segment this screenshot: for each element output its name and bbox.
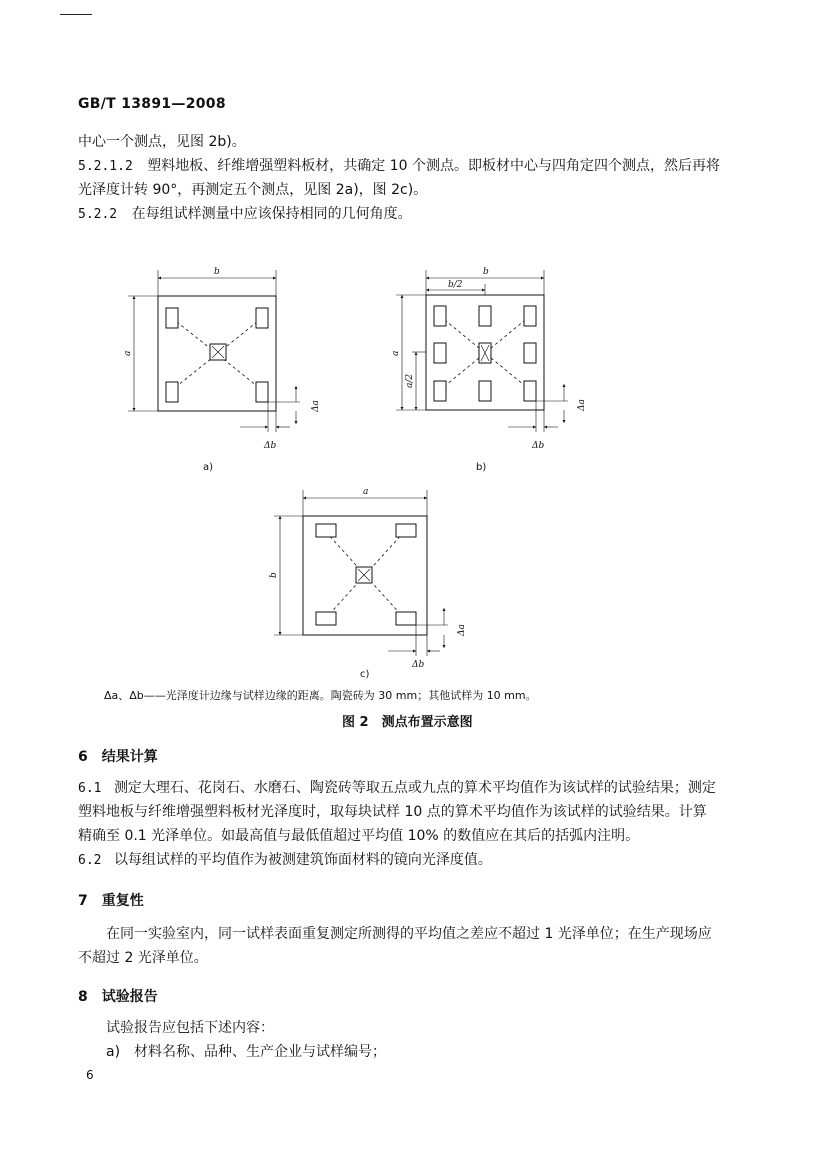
measure-point — [524, 306, 536, 326]
label-b: b — [269, 572, 279, 578]
label-delta-a: Δa — [577, 399, 587, 411]
subfigure-a-label: a) — [203, 462, 214, 473]
section-7-line1: 在同一实验室内，同一试样表面重复测定所测得的平均值之差应不超过 1 光泽单位；在生产现场应 — [106, 926, 712, 942]
diagram-c — [274, 490, 448, 656]
clause-number: 6.1 — [78, 781, 102, 796]
label-b: b — [214, 267, 220, 277]
section-7-line2: 不超过 2 光泽单位。 — [78, 950, 208, 966]
measure-point — [479, 381, 491, 401]
measure-point — [434, 306, 446, 326]
label-a-half: a/2 — [405, 373, 415, 388]
measure-point — [256, 382, 268, 402]
label-delta-a: Δa — [311, 400, 321, 412]
measure-point — [434, 343, 446, 363]
label-delta-b: Δb — [532, 441, 545, 451]
label-a: a — [363, 487, 369, 497]
standard-code: GB/T 13891—2008 — [78, 96, 226, 112]
clause-text: 测定大理石、花岗石、水磨石、陶瓷砖等取五点或九点的算术平均值作为该试样的试验结果；测定 — [113, 780, 716, 796]
figure-title: 图 2 测点布置示意图 — [342, 715, 473, 730]
clause-6-1 — [78, 776, 716, 801]
clause-text: 以每组试样的平均值作为被测建筑饰面材料的镜向光泽度值。 — [113, 852, 492, 868]
label-a: a — [391, 350, 401, 356]
measure-point — [166, 382, 178, 402]
label-delta-a: Δa — [457, 624, 467, 636]
clause-text: 塑料地板、纤维增强塑料板材，共确定 10 个测点。即板材中心与四角定四个测点，然后再将 — [147, 158, 720, 174]
measure-point — [396, 524, 416, 537]
measure-point — [316, 524, 336, 537]
subfigure-b-label: b) — [476, 462, 487, 473]
label-a: a — [123, 350, 133, 356]
section-8-item-a: a) 材料名称、品种、生产企业与试样编号； — [106, 1044, 387, 1060]
section-8-heading: 8 试验报告 — [78, 989, 158, 1005]
clause-6-2 — [78, 848, 492, 873]
measure-point — [524, 343, 536, 363]
clause-text: 在每组试样测量中应该保持相同的几何角度。 — [131, 206, 412, 222]
clause-6-1-line2: 塑料地板与纤维增强塑料板材光泽度时，取每块试样 10 点的算术平均值作为该试样的试验结果。计算 — [78, 804, 707, 820]
diagram-b — [396, 270, 568, 432]
body-line-center-point: 中心一个测点，见图 2b)。 — [78, 134, 246, 150]
clause-6-1-line3: 精确至 0.1 光泽单位。如最高值与最低值超过平均值 10% 的数值应在其后的括弧内注明。 — [78, 828, 640, 844]
section-6-heading: 6 结果计算 — [78, 749, 158, 765]
clause-5212-continued: 光泽度计转 90°，再测定五个测点，见图 2a)，图 2c)。 — [78, 182, 428, 198]
clause-number: 6.2 — [78, 853, 102, 868]
measure-point — [524, 381, 536, 401]
measure-point — [396, 612, 416, 625]
clause-number: 5.2.2 — [78, 207, 118, 222]
measure-point — [434, 381, 446, 401]
subfigure-c-label: c) — [360, 669, 370, 680]
label-delta-b: Δb — [264, 441, 277, 451]
label-delta-b: Δb — [412, 660, 425, 670]
measure-point — [166, 308, 178, 328]
page-number: 6 — [86, 1068, 94, 1082]
diagram-a — [128, 270, 300, 432]
figure-note: Δa、Δb——光泽度计边缘与试样边缘的距离。陶瓷砖为 30 mm；其他试样为 10 mm。 — [104, 689, 537, 702]
measure-point — [316, 612, 336, 625]
label-b-half: b/2 — [448, 280, 463, 290]
measure-point — [479, 306, 491, 326]
measure-point — [256, 308, 268, 328]
section-8-intro: 试验报告应包括下述内容： — [106, 1020, 274, 1036]
label-b: b — [483, 267, 489, 277]
clause-number: 5.2.1.2 — [78, 159, 133, 174]
section-7-heading: 7 重复性 — [78, 893, 144, 909]
